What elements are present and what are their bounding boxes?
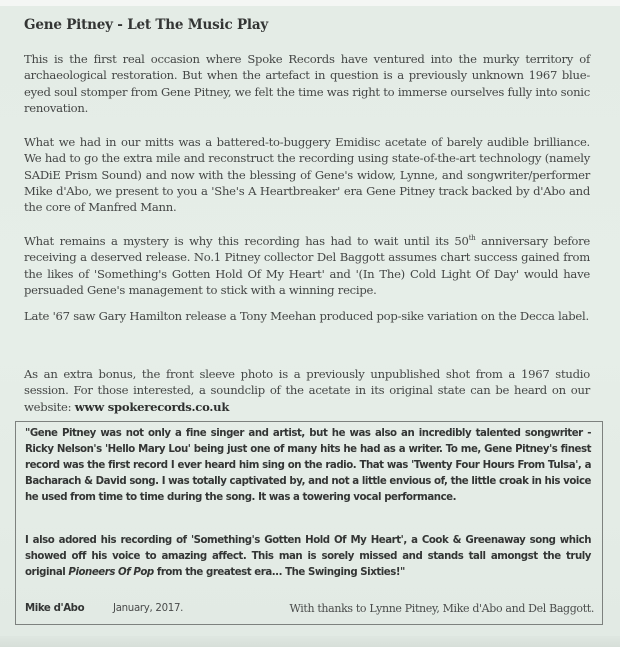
quote-paragraph-2	[25, 533, 591, 581]
paragraph-mystery	[24, 233, 590, 298]
signature-date: January, 2017.	[113, 603, 184, 614]
scan-bottom-edge	[0, 636, 620, 647]
q2-text-a: I also adored his recording of 'Something's Gotten Hold Of My Heart', a Cook & Greenaway song which showed off his voice to amazing affect. This man is sorely missed and stands tall amongst the truly original	[25, 535, 591, 578]
p3-text-a: What remains a mystery is why this recording has had to wait until its 50	[24, 234, 469, 248]
signature-name: Mike d'Abo	[25, 603, 85, 614]
paragraph-intro: This is the first real occasion where Spoke Records have ventured into the murky territory of archaeological restoration. But when the artefact in question is a previously unknown 1967 blue-eyed soul stomper from Gene Pitney, we felt the time was right to immerse ourselves fully into sonic renovation.	[24, 52, 590, 115]
website-link[interactable]: www spokerecords.co.uk	[74, 399, 230, 414]
q2-text-b: from the greatest era... The Swinging Sixties!"	[153, 567, 405, 578]
quote-box	[15, 421, 603, 625]
q2-italic-title: Pioneers Of Pop	[68, 567, 154, 578]
paragraph-gary-hamilton: Late '67 saw Gary Hamilton release a Tony Meehan produced pop-sike variation on the Decca label.	[24, 309, 589, 323]
quote-paragraph-1: "Gene Pitney was not only a fine singer and artist, but he was also an incredibly talented songwriter - Ricky Nelson's 'Hello Mary Lou' being just one of many hits he had as a writer. To me, Gene Pitney's finest record was the first record I ever heard him sing on the radio. That was 'Twenty Four Hours From Tulsa', a Bacharach & David song. I was totally captivated by, and not a little envious of, the little croak in his voice he used from time to time during the song. It was a towering vocal performance.	[25, 428, 591, 503]
p3-superscript: th	[468, 234, 476, 243]
paragraph-bonus	[24, 366, 590, 415]
p5-text: As an extra bonus, the front sleeve photo is a previously unpublished shot from a 1967 studio session. For those interested, a soundclip of the acetate in its original state can be heard on our website:	[24, 367, 590, 414]
document-title: Gene Pitney - Let The Music Play	[24, 17, 269, 33]
p3-text-b: anniversary before receiving a deserved release. No.1 Pitney collector Del Baggott assumes chart success gained from the likes of 'Something's Gotten Hold Of My Heart' and '(In The) Cold Light Of Day' would have persuaded Gene's management to stick with a winning recipe.	[24, 234, 590, 297]
thanks-credit: With thanks to Lynne Pitney, Mike d'Abo and Del Baggott.	[289, 602, 594, 615]
scan-top-edge	[0, 0, 620, 6]
paragraph-restoration: What we had in our mitts was a battered-to-buggery Emidisc acetate of barely audible brilliance. We had to go the extra mile and reconstruct the recording using state-of-the-art technology (namely SADiE Prism Sound) and now with the blessing of Gene's widow, Lynne, and songwriter/performer Mike d'Abo, we present to you a 'She's A Heartbreaker' era Gene Pitney track backed by d'Abo and the core of Manfred Mann.	[24, 135, 590, 215]
